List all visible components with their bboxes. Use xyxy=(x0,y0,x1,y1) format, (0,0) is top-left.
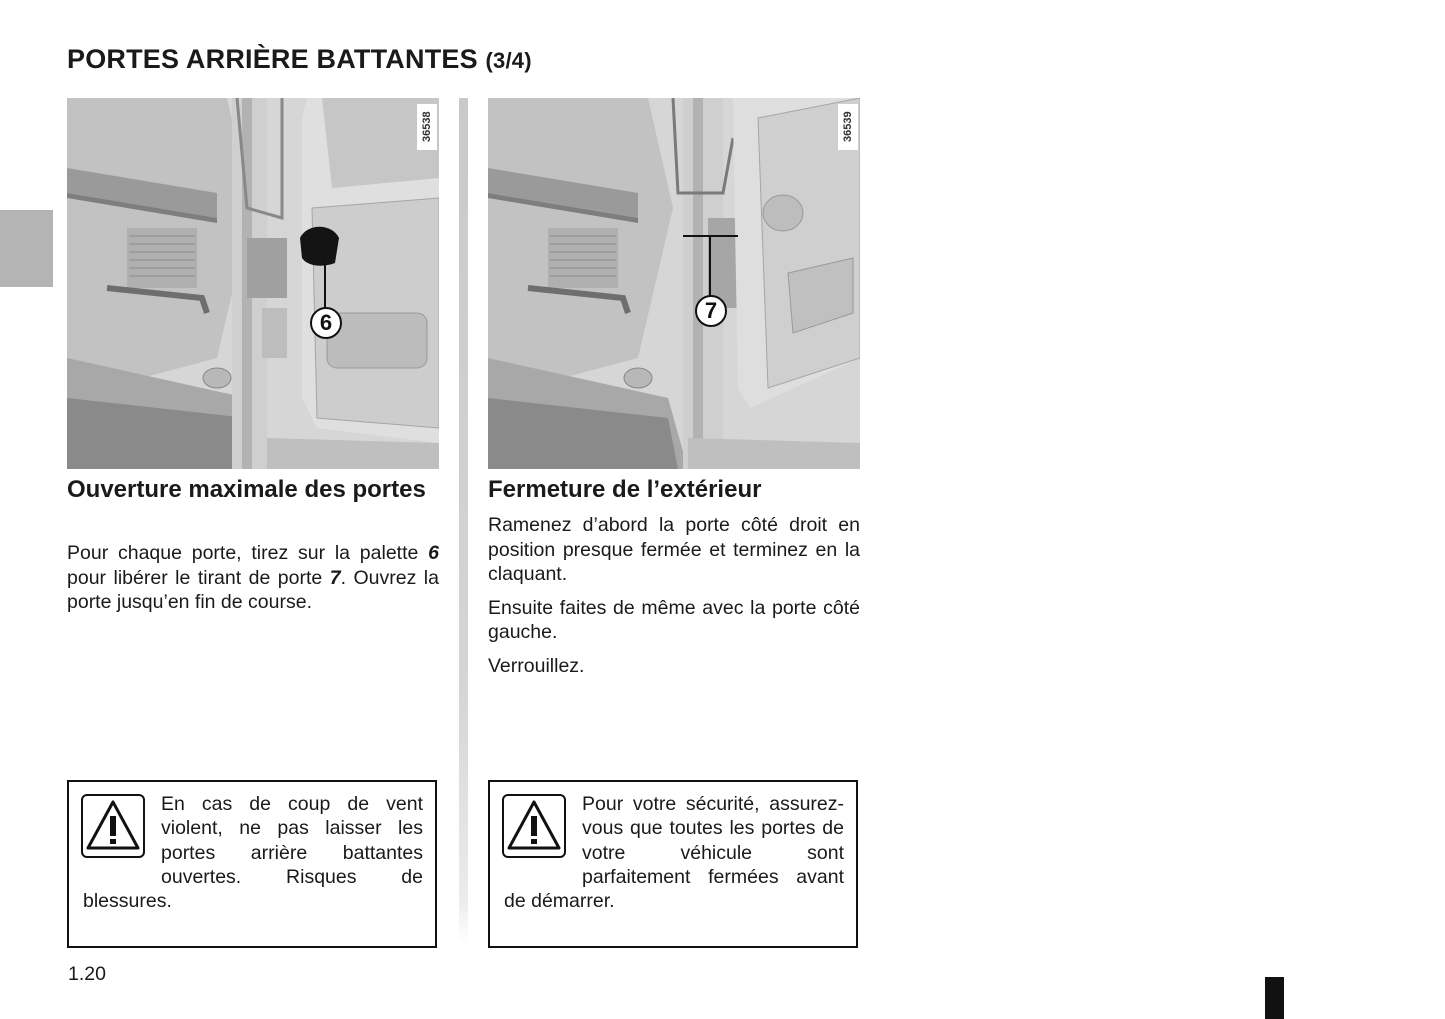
reference-6: 6 xyxy=(428,542,439,564)
callout-6: 6 xyxy=(310,307,342,339)
section-heading-closing-outside: Fermeture de l’extérieur xyxy=(488,476,762,503)
page-number: 1.20 xyxy=(68,963,106,985)
closing-step-3: Verrouillez. xyxy=(488,654,585,677)
page-title-part: (3/4) xyxy=(485,48,532,73)
max-opening-instructions: Pour chaque porte, tirez sur la palette 6 pour libérer le tirant de porte 7. Ouvrez la porte jusqu’en fin de course. xyxy=(67,542,439,613)
image-reference-code: 36539 xyxy=(838,104,858,150)
section-heading-max-opening: Ouverture maximale des portes xyxy=(67,476,426,503)
page-edge-marker xyxy=(1265,977,1284,1019)
closing-step-2: Ensuite faites de même avec la porte côté gauche. xyxy=(488,596,860,643)
warning-box-safety xyxy=(488,780,858,948)
door-handle-illustration xyxy=(67,98,439,469)
column-divider xyxy=(459,98,468,943)
callout-7: 7 xyxy=(695,295,727,327)
door-strap-illustration xyxy=(488,98,860,469)
image-reference-code: 36538 xyxy=(417,104,437,150)
page-title: PORTES ARRIÈRE BATTANTES (3/4) xyxy=(67,44,532,74)
section-tab xyxy=(0,210,53,287)
closing-instructions xyxy=(488,513,860,687)
closing-step-1: Ramenez d’abord la porte côté droit en position presque fermée et terminez en la claquant. xyxy=(488,514,860,585)
warning-text-safety: Pour votre sécurité, assurez-vous que toutes les portes de votre véhicule sont parfaitement fermées avant de démarrer. xyxy=(504,793,844,913)
reference-7: 7 xyxy=(329,566,341,589)
warning-box-wind xyxy=(67,780,437,948)
warning-text-wind: En cas de coup de vent violent, ne pas laisser les portes arrière battantes ouvertes. Risques de blessures. xyxy=(83,793,423,913)
